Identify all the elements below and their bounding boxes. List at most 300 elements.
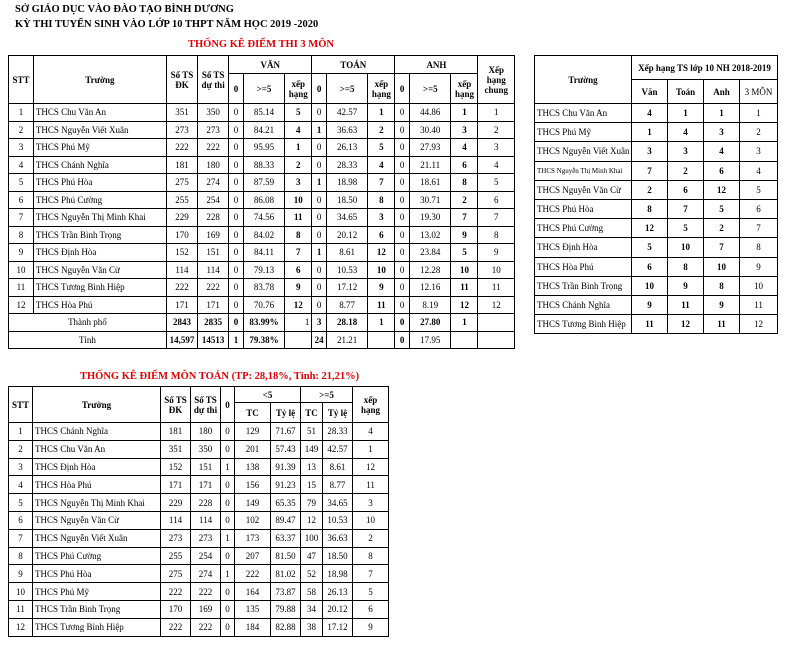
- cell-3-mon: 9: [740, 257, 778, 276]
- cell-truong: THCS Tương Bình Hiệp: [33, 618, 161, 636]
- cell-toan-xep-hang: 12: [368, 244, 395, 262]
- sub-ge5: >=5: [409, 74, 451, 104]
- cell-van-xep-hang: 5: [285, 104, 312, 122]
- cell-toan: 1: [668, 104, 704, 123]
- cell-stt: 10: [9, 583, 33, 601]
- cell-stt: 9: [9, 244, 34, 262]
- sub-zero: 0: [312, 74, 327, 104]
- cell-so-ts-du-thi: 254: [191, 547, 221, 565]
- cell-van-xep-hang: 9: [285, 279, 312, 297]
- cell-zero: 0: [221, 494, 235, 512]
- cell-zero: 0: [221, 423, 235, 441]
- cell-stt: 7: [9, 529, 33, 547]
- cell-xep-hang: 4: [353, 423, 389, 441]
- cell-anh-xep-hang: 1: [451, 104, 478, 122]
- city-van-ge5: 83.99%: [243, 314, 285, 332]
- sub-ge5: >=5: [243, 74, 285, 104]
- cell-toan-xep-hang: 11: [368, 296, 395, 314]
- cell-lt5-tc: 135: [235, 600, 271, 618]
- cell-anh-zero: 0: [395, 156, 410, 174]
- cell-ge5-tc: 15: [301, 476, 323, 494]
- cell-ge5-tyle: 28.33: [323, 423, 353, 441]
- cell-stt: 8: [9, 547, 33, 565]
- cell-toan-xep-hang: 1: [368, 104, 395, 122]
- cell-truong: THCS Chánh Nghĩa: [535, 295, 632, 314]
- cell-toan-xep-hang: 9: [368, 279, 395, 297]
- cell-lt5-tyle: 89.47: [271, 511, 301, 529]
- cell-3-mon: 2: [740, 123, 778, 142]
- cell-anh-xep-hang: 10: [451, 261, 478, 279]
- city-anh-xep-hang: 1: [451, 314, 478, 332]
- cell-stt: 2: [9, 121, 34, 139]
- table-row: [9, 139, 515, 157]
- city-toan-ge5: 28.18: [326, 314, 368, 332]
- col-ranking-title: Xếp hạng TS lớp 10 NH 2018-2019: [632, 56, 778, 80]
- cell-lt5-tyle: 71.67: [271, 423, 301, 441]
- cell-xep-hang: 6: [353, 600, 389, 618]
- cell-truong: THCS Trần Bình Trọng: [33, 226, 166, 244]
- city-van-zero: 0: [229, 314, 244, 332]
- col-stt: STT: [9, 387, 33, 423]
- table-row: [535, 123, 778, 142]
- cell-lt5-tyle: 79.88: [271, 600, 301, 618]
- cell-truong: THCS Chánh Nghĩa: [33, 423, 161, 441]
- cell-stt: 2: [9, 440, 33, 458]
- cell-anh-ge5: 23.84: [409, 244, 451, 262]
- cell-stt: 5: [9, 494, 33, 512]
- cell-van: 10: [632, 276, 668, 295]
- cell-toan: 10: [668, 238, 704, 257]
- cell-lt5-tyle: 81.50: [271, 547, 301, 565]
- table-row: [9, 600, 389, 618]
- province-van-xep-hang: [285, 331, 312, 349]
- province-anh-xep-hang: [451, 331, 478, 349]
- cell-stt: 3: [9, 458, 33, 476]
- cell-toan-ge5: 34.65: [326, 209, 368, 227]
- cell-3-mon: 5: [740, 180, 778, 199]
- table-row: [9, 226, 515, 244]
- cell-stt: 9: [9, 565, 33, 583]
- table-row: [535, 276, 778, 295]
- cell-van: 6: [632, 257, 668, 276]
- cell-anh-ge5: 8.19: [409, 296, 451, 314]
- cell-lt5-tc: 102: [235, 511, 271, 529]
- cell-van-zero: 0: [229, 279, 244, 297]
- sub-zero: 0: [395, 74, 410, 104]
- cell-so-ts-dk: 255: [161, 547, 191, 565]
- cell-toan-ge5: 18.50: [326, 191, 368, 209]
- cell-truong: THCS Nguyễn Viết Xuân: [535, 142, 632, 161]
- cell-xep-hang: 7: [353, 565, 389, 583]
- col-anh: Anh: [704, 80, 740, 104]
- col-lt5: <5: [235, 387, 301, 403]
- cell-xep-hang-chung: 8: [478, 226, 515, 244]
- cell-anh-zero: 0: [395, 209, 410, 227]
- cell-so-ts-dk: 222: [166, 279, 197, 297]
- province-so-ts-du-thi: 14513: [198, 331, 229, 349]
- cell-ge5-tyle: 34.65: [323, 494, 353, 512]
- table-row: [9, 121, 515, 139]
- cell-lt5-tyle: 63.37: [271, 529, 301, 547]
- province-toan-xep-hang: [368, 331, 395, 349]
- cell-truong: THCS Chu Văn An: [535, 104, 632, 123]
- cell-toan-zero: 0: [312, 209, 327, 227]
- cell-stt: 6: [9, 511, 33, 529]
- cell-xep-hang: 2: [353, 529, 389, 547]
- cell-stt: 12: [9, 296, 34, 314]
- cell-van-zero: 0: [229, 209, 244, 227]
- sub-zero: 0: [229, 74, 244, 104]
- cell-3-mon: 1: [740, 104, 778, 123]
- cell-toan-zero: 1: [312, 121, 327, 139]
- cell-lt5-tc: 156: [235, 476, 271, 494]
- cell-zero: 0: [221, 511, 235, 529]
- cell-van-ge5: 85.14: [243, 104, 285, 122]
- cell-stt: 3: [9, 139, 34, 157]
- cell-anh-xep-hang: 2: [451, 191, 478, 209]
- cell-so-ts-dk: 275: [166, 174, 197, 192]
- cell-toan-ge5: 18.98: [326, 174, 368, 192]
- cell-so-ts-du-thi: 273: [198, 121, 229, 139]
- table-row: [535, 142, 778, 161]
- cell-so-ts-du-thi: 273: [191, 529, 221, 547]
- cell-so-ts-dk: 171: [161, 476, 191, 494]
- cell-toan-xep-hang: 7: [368, 174, 395, 192]
- cell-van-xep-hang: 2: [285, 156, 312, 174]
- col-truong: Trường: [33, 56, 166, 104]
- cell-stt: 8: [9, 226, 34, 244]
- cell-van-xep-hang: 1: [285, 139, 312, 157]
- table-row: [9, 279, 515, 297]
- cell-anh-zero: 0: [395, 261, 410, 279]
- cell-zero: 0: [221, 618, 235, 636]
- cell-toan-zero: 0: [312, 156, 327, 174]
- cell-toan-zero: 0: [312, 139, 327, 157]
- cell-van-ge5: 87.59: [243, 174, 285, 192]
- cell-toan-zero: 0: [312, 296, 327, 314]
- cell-toan-ge5: 8.61: [326, 244, 368, 262]
- col-xep-hang-chung: Xếp hạng chung: [478, 56, 515, 104]
- cell-3-mon: 10: [740, 276, 778, 295]
- cell-3-mon: 6: [740, 199, 778, 218]
- cell-truong: THCS Nguyễn Thị Minh Khai: [33, 494, 161, 512]
- cell-xep-hang-chung: 12: [478, 296, 515, 314]
- cell-so-ts-du-thi: 350: [191, 440, 221, 458]
- cell-3-mon: 4: [740, 161, 778, 180]
- cell-truong: THCS Nguyễn Thị Minh Khai: [33, 209, 166, 227]
- cell-xep-hang-chung: 11: [478, 279, 515, 297]
- cell-van-ge5: 86.08: [243, 191, 285, 209]
- cell-so-ts-dk: 222: [161, 618, 191, 636]
- sub-tyle: Tỷ lệ: [271, 403, 301, 423]
- cell-toan: 3: [668, 142, 704, 161]
- cell-van: 5: [632, 238, 668, 257]
- cell-ge5-tc: 149: [301, 440, 323, 458]
- cell-anh-ge5: 13.02: [409, 226, 451, 244]
- cell-anh-ge5: 12.28: [409, 261, 451, 279]
- cell-lt5-tyle: 91.23: [271, 476, 301, 494]
- cell-truong: THCS Nguyễn Văn Cừ: [535, 180, 632, 199]
- cell-anh: 8: [704, 276, 740, 295]
- cell-anh: 4: [704, 142, 740, 161]
- cell-truong: THCS Phú Hòa: [535, 199, 632, 218]
- cell-lt5-tyle: 82.88: [271, 618, 301, 636]
- cell-xep-hang-chung: 7: [478, 209, 515, 227]
- table-row: [9, 547, 389, 565]
- cell-stt: 4: [9, 156, 34, 174]
- cell-van-zero: 0: [229, 261, 244, 279]
- cell-so-ts-dk: 152: [166, 244, 197, 262]
- cell-so-ts-du-thi: 180: [191, 423, 221, 441]
- cell-so-ts-du-thi: 254: [198, 191, 229, 209]
- col-van: Văn: [632, 80, 668, 104]
- province-anh-ge5: 17.95: [409, 331, 451, 349]
- table-row: [9, 440, 389, 458]
- cell-toan-xep-hang: 8: [368, 191, 395, 209]
- cell-anh-xep-hang: 7: [451, 209, 478, 227]
- cell-van-zero: 0: [229, 156, 244, 174]
- table-row: [535, 238, 778, 257]
- sub-xep-hang: xếp hạng: [368, 74, 395, 104]
- cell-truong: THCS Chánh Nghĩa: [33, 156, 166, 174]
- cell-stt: 10: [9, 261, 34, 279]
- cell-toan-ge5: 20.12: [326, 226, 368, 244]
- cell-so-ts-du-thi: 114: [191, 511, 221, 529]
- cell-lt5-tyle: 65.35: [271, 494, 301, 512]
- table-row: [9, 156, 515, 174]
- cell-truong: THCS Định Hòa: [33, 458, 161, 476]
- table-row: [9, 618, 389, 636]
- cell-stt: 7: [9, 209, 34, 227]
- cell-anh: 11: [704, 315, 740, 334]
- city-row: [9, 314, 515, 332]
- cell-so-ts-du-thi: 228: [198, 209, 229, 227]
- cell-toan-zero: 1: [312, 244, 327, 262]
- cell-truong: THCS Tương Bình Hiệp: [33, 279, 166, 297]
- cell-so-ts-dk: 170: [161, 600, 191, 618]
- cell-zero: 0: [221, 583, 235, 601]
- cell-so-ts-du-thi: 222: [191, 618, 221, 636]
- cell-ge5-tyle: 18.98: [323, 565, 353, 583]
- cell-lt5-tc: 138: [235, 458, 271, 476]
- cell-van-xep-hang: 11: [285, 209, 312, 227]
- cell-xep-hang: 9: [353, 618, 389, 636]
- cell-truong: THCS Nguyễn Viết Xuân: [33, 529, 161, 547]
- table-row: [535, 104, 778, 123]
- table-row: [535, 257, 778, 276]
- cell-zero: 1: [221, 529, 235, 547]
- header-line-1: SỞ GIÁO DỤC VÀO ĐÀO TẠO BÌNH DƯƠNG: [15, 4, 234, 15]
- cell-xep-hang-chung: 2: [478, 121, 515, 139]
- cell-truong: THCS Định Hòa: [535, 238, 632, 257]
- sub-tc: TC: [235, 403, 271, 423]
- table1-title: THỐNG KÊ ĐIỂM THI 3 MÔN: [188, 39, 334, 50]
- city-so-ts-du-thi: 2835: [198, 314, 229, 332]
- cell-toan: 7: [668, 199, 704, 218]
- cell-xep-hang-chung: 6: [478, 191, 515, 209]
- cell-anh-xep-hang: 11: [451, 279, 478, 297]
- cell-toan-zero: 0: [312, 104, 327, 122]
- cell-toan-ge5: 28.33: [326, 156, 368, 174]
- cell-truong: THCS Phú Cường: [33, 547, 161, 565]
- cell-ge5-tc: 51: [301, 423, 323, 441]
- cell-anh: 6: [704, 161, 740, 180]
- province-toan-zero: 24: [312, 331, 327, 349]
- cell-stt: 1: [9, 104, 34, 122]
- cell-stt: 12: [9, 618, 33, 636]
- col-ge5: >=5: [301, 387, 353, 403]
- cell-toan-zero: 0: [312, 191, 327, 209]
- col-stt: STT: [9, 56, 34, 104]
- table-row: [9, 529, 389, 547]
- table-row: [9, 174, 515, 192]
- cell-anh-zero: 0: [395, 279, 410, 297]
- cell-3-mon: 8: [740, 238, 778, 257]
- cell-xep-hang: 1: [353, 440, 389, 458]
- province-so-ts-dk: 14,597: [166, 331, 197, 349]
- cell-so-ts-dk: 229: [166, 209, 197, 227]
- cell-truong: THCS Phú Hòa: [33, 174, 166, 192]
- cell-truong: THCS Phú Mỹ: [33, 139, 166, 157]
- cell-van-xep-hang: 3: [285, 174, 312, 192]
- cell-so-ts-dk: 170: [166, 226, 197, 244]
- cell-anh-ge5: 12.16: [409, 279, 451, 297]
- cell-lt5-tyle: 73.87: [271, 583, 301, 601]
- cell-toan-ge5: 42.57: [326, 104, 368, 122]
- cell-toan-zero: 0: [312, 261, 327, 279]
- cell-3-mon: 7: [740, 219, 778, 238]
- cell-so-ts-dk: 351: [161, 440, 191, 458]
- cell-stt: 5: [9, 174, 34, 192]
- cell-ge5-tc: 52: [301, 565, 323, 583]
- cell-so-ts-dk: 181: [161, 423, 191, 441]
- cell-toan-zero: 0: [312, 279, 327, 297]
- cell-anh-zero: 0: [395, 104, 410, 122]
- cell-van-ge5: 84.02: [243, 226, 285, 244]
- cell-anh-xep-hang: 3: [451, 121, 478, 139]
- col-toan: Toán: [668, 80, 704, 104]
- cell-so-ts-dk: 273: [166, 121, 197, 139]
- cell-so-ts-du-thi: 151: [198, 244, 229, 262]
- cell-anh-xep-hang: 6: [451, 156, 478, 174]
- cell-so-ts-du-thi: 171: [191, 476, 221, 494]
- cell-xep-hang: 5: [353, 583, 389, 601]
- cell-ge5-tyle: 17.12: [323, 618, 353, 636]
- cell-van-zero: 0: [229, 104, 244, 122]
- col-anh: ANH: [395, 56, 478, 74]
- cell-lt5-tyle: 81.02: [271, 565, 301, 583]
- cell-lt5-tyle: 91.39: [271, 458, 301, 476]
- cell-van-xep-hang: 4: [285, 121, 312, 139]
- cell-anh-zero: 0: [395, 244, 410, 262]
- cell-van-zero: 0: [229, 244, 244, 262]
- cell-ge5-tc: 38: [301, 618, 323, 636]
- province-row: [9, 331, 515, 349]
- cell-van-xep-hang: 10: [285, 191, 312, 209]
- cell-so-ts-du-thi: 171: [198, 296, 229, 314]
- cell-ge5-tyle: 36.63: [323, 529, 353, 547]
- cell-so-ts-dk: 351: [166, 104, 197, 122]
- city-toan-zero: 3: [312, 314, 327, 332]
- cell-van-zero: 0: [229, 174, 244, 192]
- cell-stt: 6: [9, 191, 34, 209]
- cell-van: 8: [632, 199, 668, 218]
- cell-truong: THCS Phú Cường: [33, 191, 166, 209]
- cell-xep-hang-chung: 3: [478, 139, 515, 157]
- cell-toan-zero: 1: [312, 174, 327, 192]
- table-row: [9, 423, 389, 441]
- cell-anh-xep-hang: 8: [451, 174, 478, 192]
- cell-truong: THCS Nguyễn Văn Cừ: [33, 261, 166, 279]
- cell-stt: 1: [9, 423, 33, 441]
- cell-lt5-tc: 129: [235, 423, 271, 441]
- cell-van: 11: [632, 315, 668, 334]
- cell-toan-xep-hang: 3: [368, 209, 395, 227]
- cell-toan: 2: [668, 161, 704, 180]
- cell-van-ge5: 70.76: [243, 296, 285, 314]
- sub-xep-hang: xếp hạng: [285, 74, 312, 104]
- cell-van-xep-hang: 6: [285, 261, 312, 279]
- cell-so-ts-dk: 273: [161, 529, 191, 547]
- table-row: [535, 219, 778, 238]
- cell-xep-hang-chung: 10: [478, 261, 515, 279]
- cell-so-ts-dk: 171: [166, 296, 197, 314]
- cell-stt: 4: [9, 476, 33, 494]
- cell-xep-hang-chung: 9: [478, 244, 515, 262]
- cell-van-ge5: 84.21: [243, 121, 285, 139]
- cell-anh-zero: 0: [395, 139, 410, 157]
- cell-so-ts-dk: 181: [166, 156, 197, 174]
- cell-anh-xep-hang: 5: [451, 244, 478, 262]
- cell-toan: 6: [668, 180, 704, 199]
- cell-lt5-tc: 201: [235, 440, 271, 458]
- city-label: Thành phố: [9, 314, 167, 332]
- cell-van: 3: [632, 142, 668, 161]
- cell-van-ge5: 88.33: [243, 156, 285, 174]
- cell-truong: THCS Chu Văn An: [33, 104, 166, 122]
- cell-zero: 0: [221, 547, 235, 565]
- cell-anh-xep-hang: 12: [451, 296, 478, 314]
- cell-truong: THCS Định Hòa: [33, 244, 166, 262]
- table-row: [9, 209, 515, 227]
- header-line-2: KỲ THI TUYỂN SINH VÀO LỚP 10 THPT NĂM HỌC 2019 -2020: [15, 19, 319, 30]
- cell-toan-ge5: 36.63: [326, 121, 368, 139]
- table-row: [9, 261, 515, 279]
- cell-van: 2: [632, 180, 668, 199]
- cell-toan-ge5: 17.12: [326, 279, 368, 297]
- cell-so-ts-du-thi: 169: [191, 600, 221, 618]
- col-3-mon: 3 MÔN: [740, 80, 778, 104]
- cell-toan-ge5: 8.77: [326, 296, 368, 314]
- cell-so-ts-du-thi: 274: [191, 565, 221, 583]
- cell-van-zero: 0: [229, 226, 244, 244]
- cell-truong: THCS Phú Mỹ: [535, 123, 632, 142]
- cell-van-ge5: 74.56: [243, 209, 285, 227]
- cell-lt5-tc: 149: [235, 494, 271, 512]
- cell-truong: THCS Phú Cường: [535, 219, 632, 238]
- cell-ge5-tyle: 20.12: [323, 600, 353, 618]
- cell-toan: 11: [668, 295, 704, 314]
- cell-so-ts-du-thi: 228: [191, 494, 221, 512]
- cell-stt: 11: [9, 600, 33, 618]
- col-truong: Trường: [33, 387, 161, 423]
- cell-truong: THCS Hòa Phú: [535, 257, 632, 276]
- cell-so-ts-dk: 275: [161, 565, 191, 583]
- cell-ge5-tyle: 26.13: [323, 583, 353, 601]
- cell-truong: THCS Trần Bình Trọng: [33, 600, 161, 618]
- cell-van-zero: 0: [229, 139, 244, 157]
- ranking-2018-table: [534, 55, 778, 334]
